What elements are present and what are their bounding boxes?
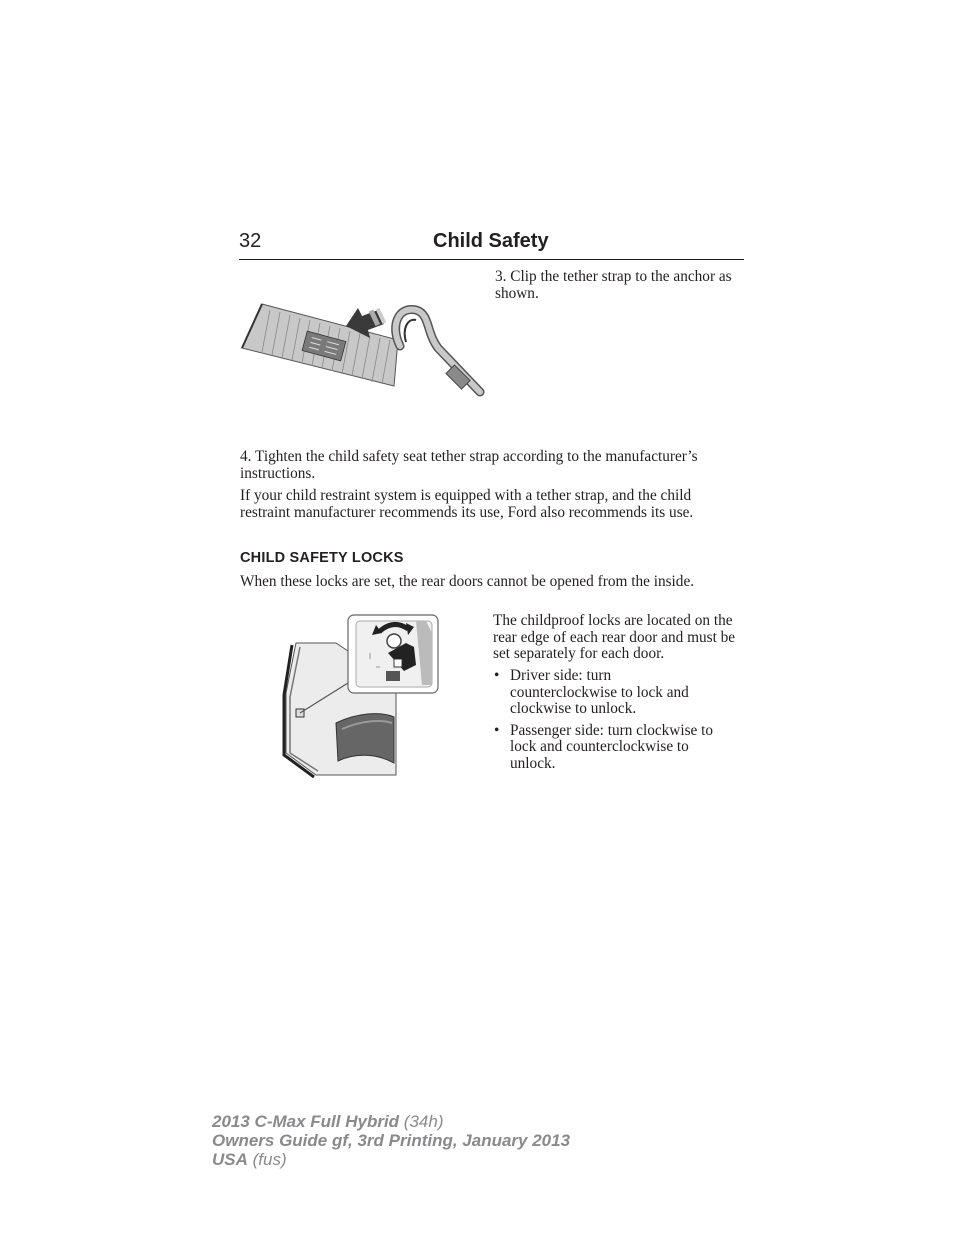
footer-market: USA xyxy=(212,1150,248,1169)
locks-instructions-list xyxy=(493,668,744,778)
bullet-passenger-side: Passenger side: turn clockwise to lock and counterclockwise to unlock. xyxy=(510,721,714,772)
footer-line-3 xyxy=(212,1150,570,1169)
section-heading-child-safety-locks: CHILD SAFETY LOCKS xyxy=(240,550,404,566)
page-header xyxy=(239,229,744,260)
footer-market-code: (fus) xyxy=(252,1150,287,1169)
page-title: Child Safety xyxy=(433,230,549,252)
bullet-icon: • xyxy=(494,667,500,684)
locks-location-text: The childproof locks are located on the rear edge of each rear door and must be set separately for each door. xyxy=(493,612,736,663)
step-3-text: 3. Clip the tether strap to the anchor as shown. xyxy=(495,268,732,302)
child-lock-illustration xyxy=(276,613,440,779)
footer-line-2 xyxy=(212,1131,570,1150)
footer-guide-info: Owners Guide gf, 3rd Printing, January 2013 xyxy=(212,1131,571,1150)
footer-model: 2013 C-Max Full Hybrid xyxy=(212,1112,400,1131)
footer-model-code: (34h) xyxy=(403,1112,444,1131)
footer-line-1 xyxy=(212,1112,570,1131)
locks-intro: When these locks are set, the rear doors cannot be opened from the inside. xyxy=(240,573,695,590)
list-item xyxy=(493,723,744,773)
bullet-driver-side: Driver side: turn counterclockwise to lock and clockwise to unlock. xyxy=(510,667,689,718)
tether-note: If your child restraint system is equipped with a tether strap, and the child restraint manufacturer recommends its use, Ford also recommends its use. xyxy=(240,487,694,521)
tether-strap-illustration xyxy=(240,296,486,402)
page-number: 32 xyxy=(239,230,262,252)
page-footer xyxy=(212,1112,570,1169)
step-4-text: 4. Tighten the child safety seat tether strap according to the manufacturer’s instructions. xyxy=(240,448,698,482)
list-item xyxy=(493,668,744,718)
bullet-icon: • xyxy=(494,721,500,739)
